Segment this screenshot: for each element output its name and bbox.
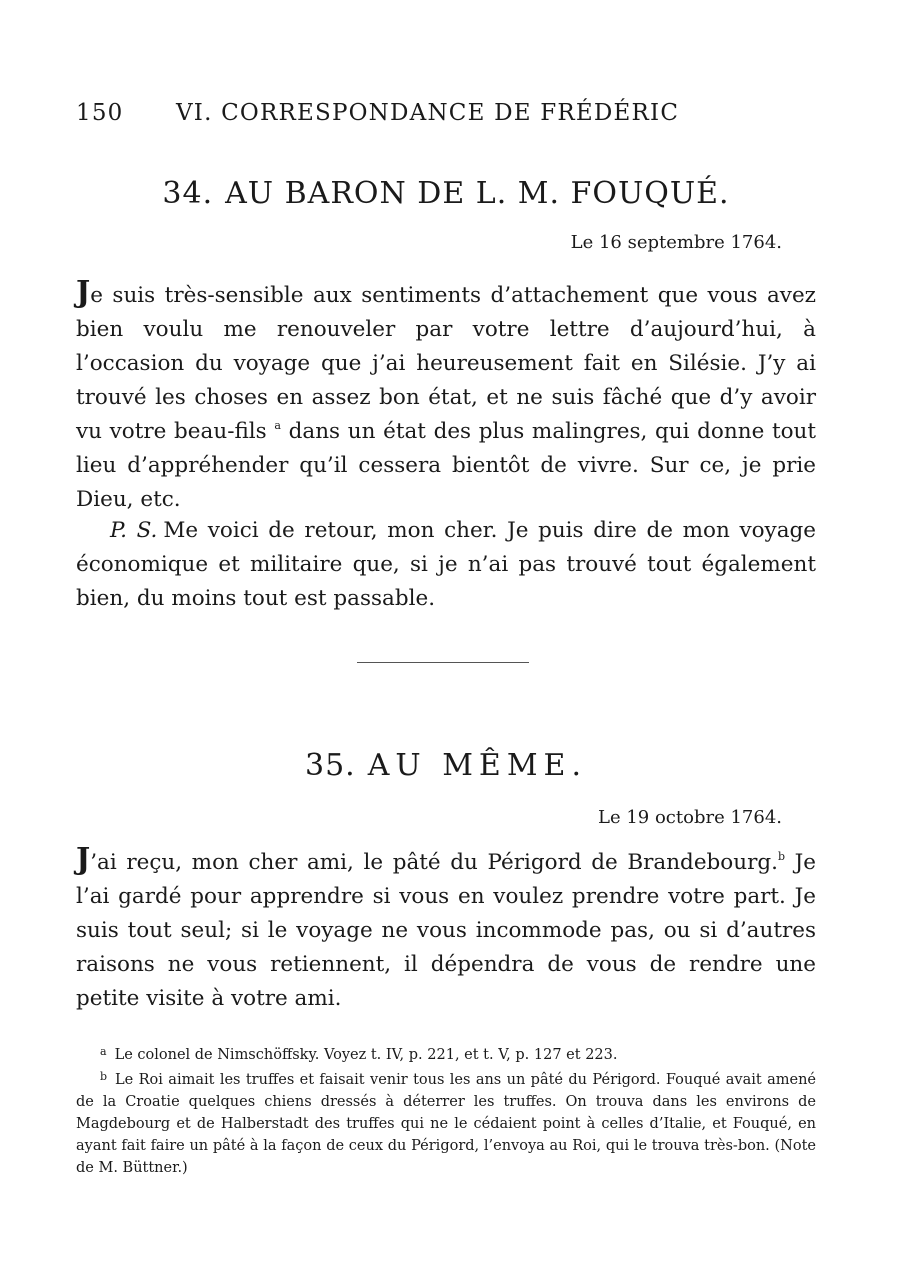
drop-initial: J: [76, 275, 91, 310]
letter-35-number: 35.: [305, 748, 356, 783]
letter-34-number: 34.: [162, 176, 214, 211]
letter-34-text-end: dans un état des plus malingres, qui donne tout lieu d’appréhender qu’il cessera bientôt de vivre. Sur ce, je prie Dieu, etc.: [76, 419, 817, 512]
letter-34-heading: [76, 176, 816, 211]
footnote-b: [76, 1066, 816, 1179]
running-head: [76, 100, 816, 126]
footnote-text: Le colonel de Nimschöffsky. Voyez t. IV, p. 221, et t. V, p. 127 et 223.: [114, 1047, 618, 1063]
footnote-ref-b: b: [777, 850, 786, 863]
running-title: VI. CORRESPONDANCE DE FRÉDÉRIC: [176, 100, 680, 126]
ps-label: P. S.: [110, 518, 158, 543]
letter-35-date: Le 19 octobre 1764.: [598, 807, 782, 828]
letter-34-body: [76, 275, 817, 517]
letter-34-postscript: [76, 514, 816, 616]
letter-35-body: [76, 842, 816, 1016]
footnotes: [76, 1041, 816, 1179]
drop-initial: J: [76, 842, 91, 877]
letter-34-title: AU BARON DE L. M. FOUQUÉ.: [225, 176, 730, 211]
footnote-ref-a: a: [274, 419, 281, 432]
letter-35-text-end: Je l’ai gardé pour apprendre si vous en voulez prendre votre part. Je suis tout seul; si le voyage ne vous incommode pas, ou si d’autres raisons ne vous retiennent, il dépendra de vous de rendre une petite visite à votre ami.: [76, 850, 816, 1011]
page-number: 150: [76, 100, 124, 126]
letter-34-text: e suis très-sensible aux sentiments d’attachement que vous avez bien voulu me renouveler par votre lettre d’aujourd’hui, à l’occasion du voyage que j’ai heureusement fait en Silésie. J’y ai trouvé les choses en assez bon état, et ne suis fâché que d’y avoir vu votre beau-fils: [76, 283, 816, 444]
letter-34-date: Le 16 septembre 1764.: [570, 232, 782, 253]
footnote-mark: a: [100, 1045, 107, 1058]
separator-rule: [357, 662, 529, 663]
footnote-a: [76, 1041, 816, 1066]
footnote-mark: b: [100, 1070, 108, 1083]
ps-text: Me voici de retour, mon cher. Je puis dire de mon voyage économique et militaire que, si je n’ai pas trouvé tout également bien, du moins tout est passable.: [76, 518, 817, 611]
footnote-text: Le Roi aimait les truffes et faisait venir tous les ans un pâté du Périgord. Fouqué avait amené de la Croatie quelques chiens dressés à déterrer les truffes. On trouva dans les environs de Magdebourg et de Halberstadt des truffes qui ne le cédaient point à celles d’Italie, et Fouqué, en ayant fait faire un pâté à la façon de ceux du Périgord, l’envoya au Roi, qui le trouva très-bon. (Note de M. Büttner.): [76, 1072, 816, 1176]
letter-35-title: AU MÊME.: [367, 748, 587, 783]
letter-35-text: ’ai reçu, mon cher ami, le pâté du Périgord de Brandebourg.: [90, 850, 778, 875]
letter-35-heading: [76, 748, 816, 783]
